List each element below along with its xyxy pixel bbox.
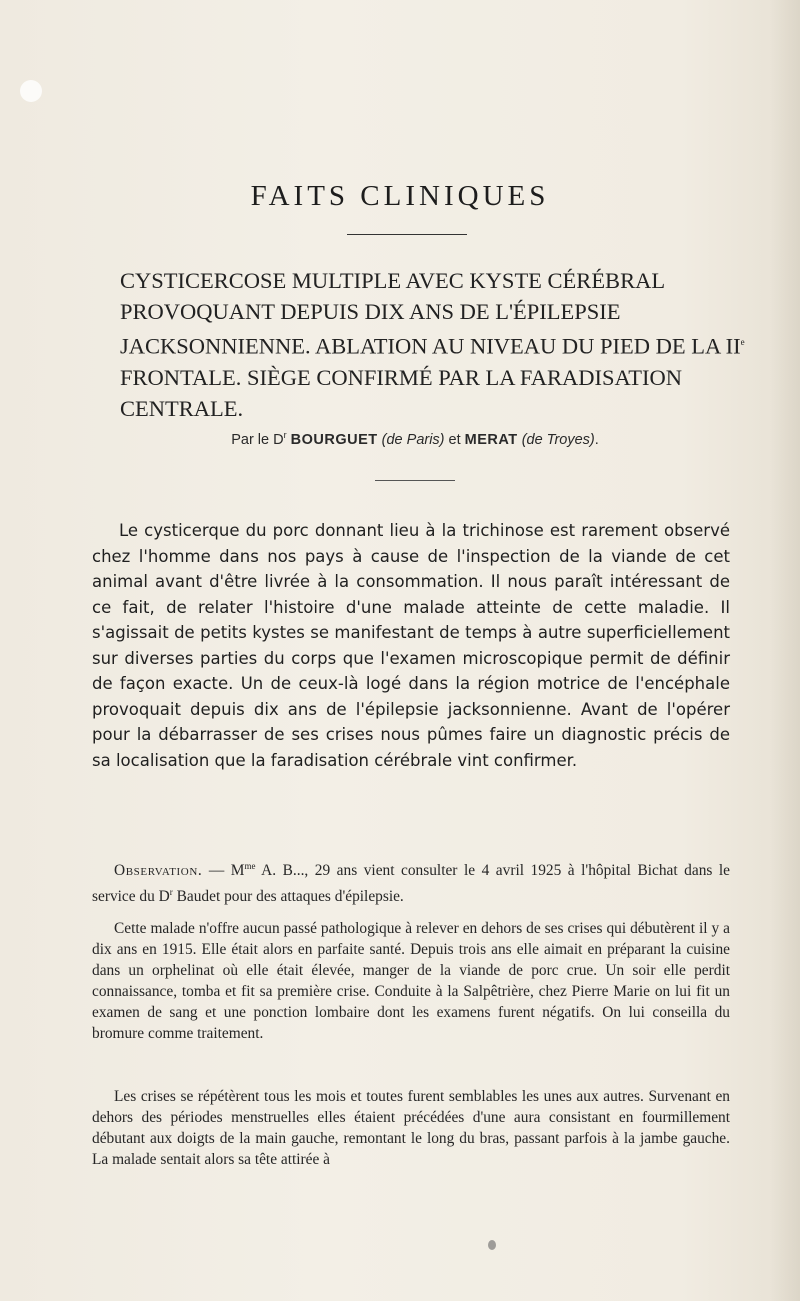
title-superscript: e [740,337,745,347]
author-2-location: (de Troyes) [521,431,595,448]
observation-mme: M [230,862,245,880]
article-title [90,265,750,424]
observation-dr-sup: r [169,887,173,898]
title-rest-text: PROVOQUANT DEPUIS DIX ANS DE L'ÉPILEPSIE JACKSONNIENNE. ABLATION AU NIVEAU DU PIED DE LA II [120,299,741,359]
observation-mme-sup: me [244,861,256,871]
authors-line [90,430,740,448]
page-blemish [20,80,42,102]
intro-paragraph: Le cysticerque du porc donnant lieu à la trichinose est rarement observé chez l'homme dans nos pays à cause de l'inspection de la viande de cet animal avant d'être livrée à la consommation. Il nous paraît intéressant de ce fait, de relater l'histoire d'une malade atteinte de cette maladie. Il s'agissait de petits kystes se manifestant de temps à autre superficiellement sur diverses parties du corps que l'examen microscopique permit de définir de façon exacte. Un de ceux-là logé dans la région motrice de l'encéphale provoquait depuis dix ans de l'épilepsie jacksonnienne. Avant de l'opérer pour la débarrasser de ses crises nous pûmes faire un diagnostic précis de sa localisation que la faradisation cérébrale vint confirmer. [92,521,730,770]
authors-end: . [594,431,599,448]
author-2: MERAT [464,431,518,448]
observation-dash: — [202,862,231,880]
observation-label: Observation. [114,862,203,880]
author-1: BOURGUET [290,431,378,448]
ink-spot [488,1240,496,1250]
authors-dr-sup: r [283,430,287,440]
observation-paragraph-3: Les crises se répétèrent tous les mois et toutes furent semblables les unes aux autres. Survenant en dehors des périodes menstruelles elles étaient précédées d'une aura consistant en fourmillement débutant aux doigts de la main gauche, remontant le long du bras, passant parfois à la jambe gauche. La malade sentait alors sa tête attirée à [92,1088,730,1168]
authors-conjunction: et [448,431,461,448]
section-heading: FAITS CLINIQUES [250,180,550,212]
authors-prefix: Par le D [231,431,284,448]
section-divider [375,480,455,481]
observation-paragraph-1 [92,856,730,908]
observation-paragraph-2: Cette malade n'offre aucun passé pathologique à relever en dehors de ses crises qui débutèrent il y a dix ans en 1915. Elle était alors en parfaite santé. Depuis trois ans elle aimait en préparant la cuisine dans un orphelinat où elle était élevée, manger de la viande de porc crue. Un soir elle perdit connaissance, tomba et fit sa première crise. Conduite à la Salpêtrière, chez Pierre Marie on lui fit un examen de sang et une ponction lombaire dont les examens furent négatifs. On lui conseilla du bromure comme traitement. [92,920,730,1042]
title-rest-end: FRONTALE. SIÈGE CONFIRMÉ PAR LA FARADISATION CENTRALE. [120,364,683,421]
observation-p1-end: Baudet pour des attaques d'épilepsie. [172,888,404,906]
title-first-line: CYSTICERCOSE MULTIPLE AVEC KYSTE CÉRÉBRAL [120,268,666,293]
observation-p1: A. B..., 29 ans vient consulter le 4 avril 1925 à l'hôpital Bichat dans le service du D [92,862,731,906]
author-1-location: (de Paris) [381,431,445,448]
heading-rule [347,234,467,235]
title-rest [90,296,750,424]
